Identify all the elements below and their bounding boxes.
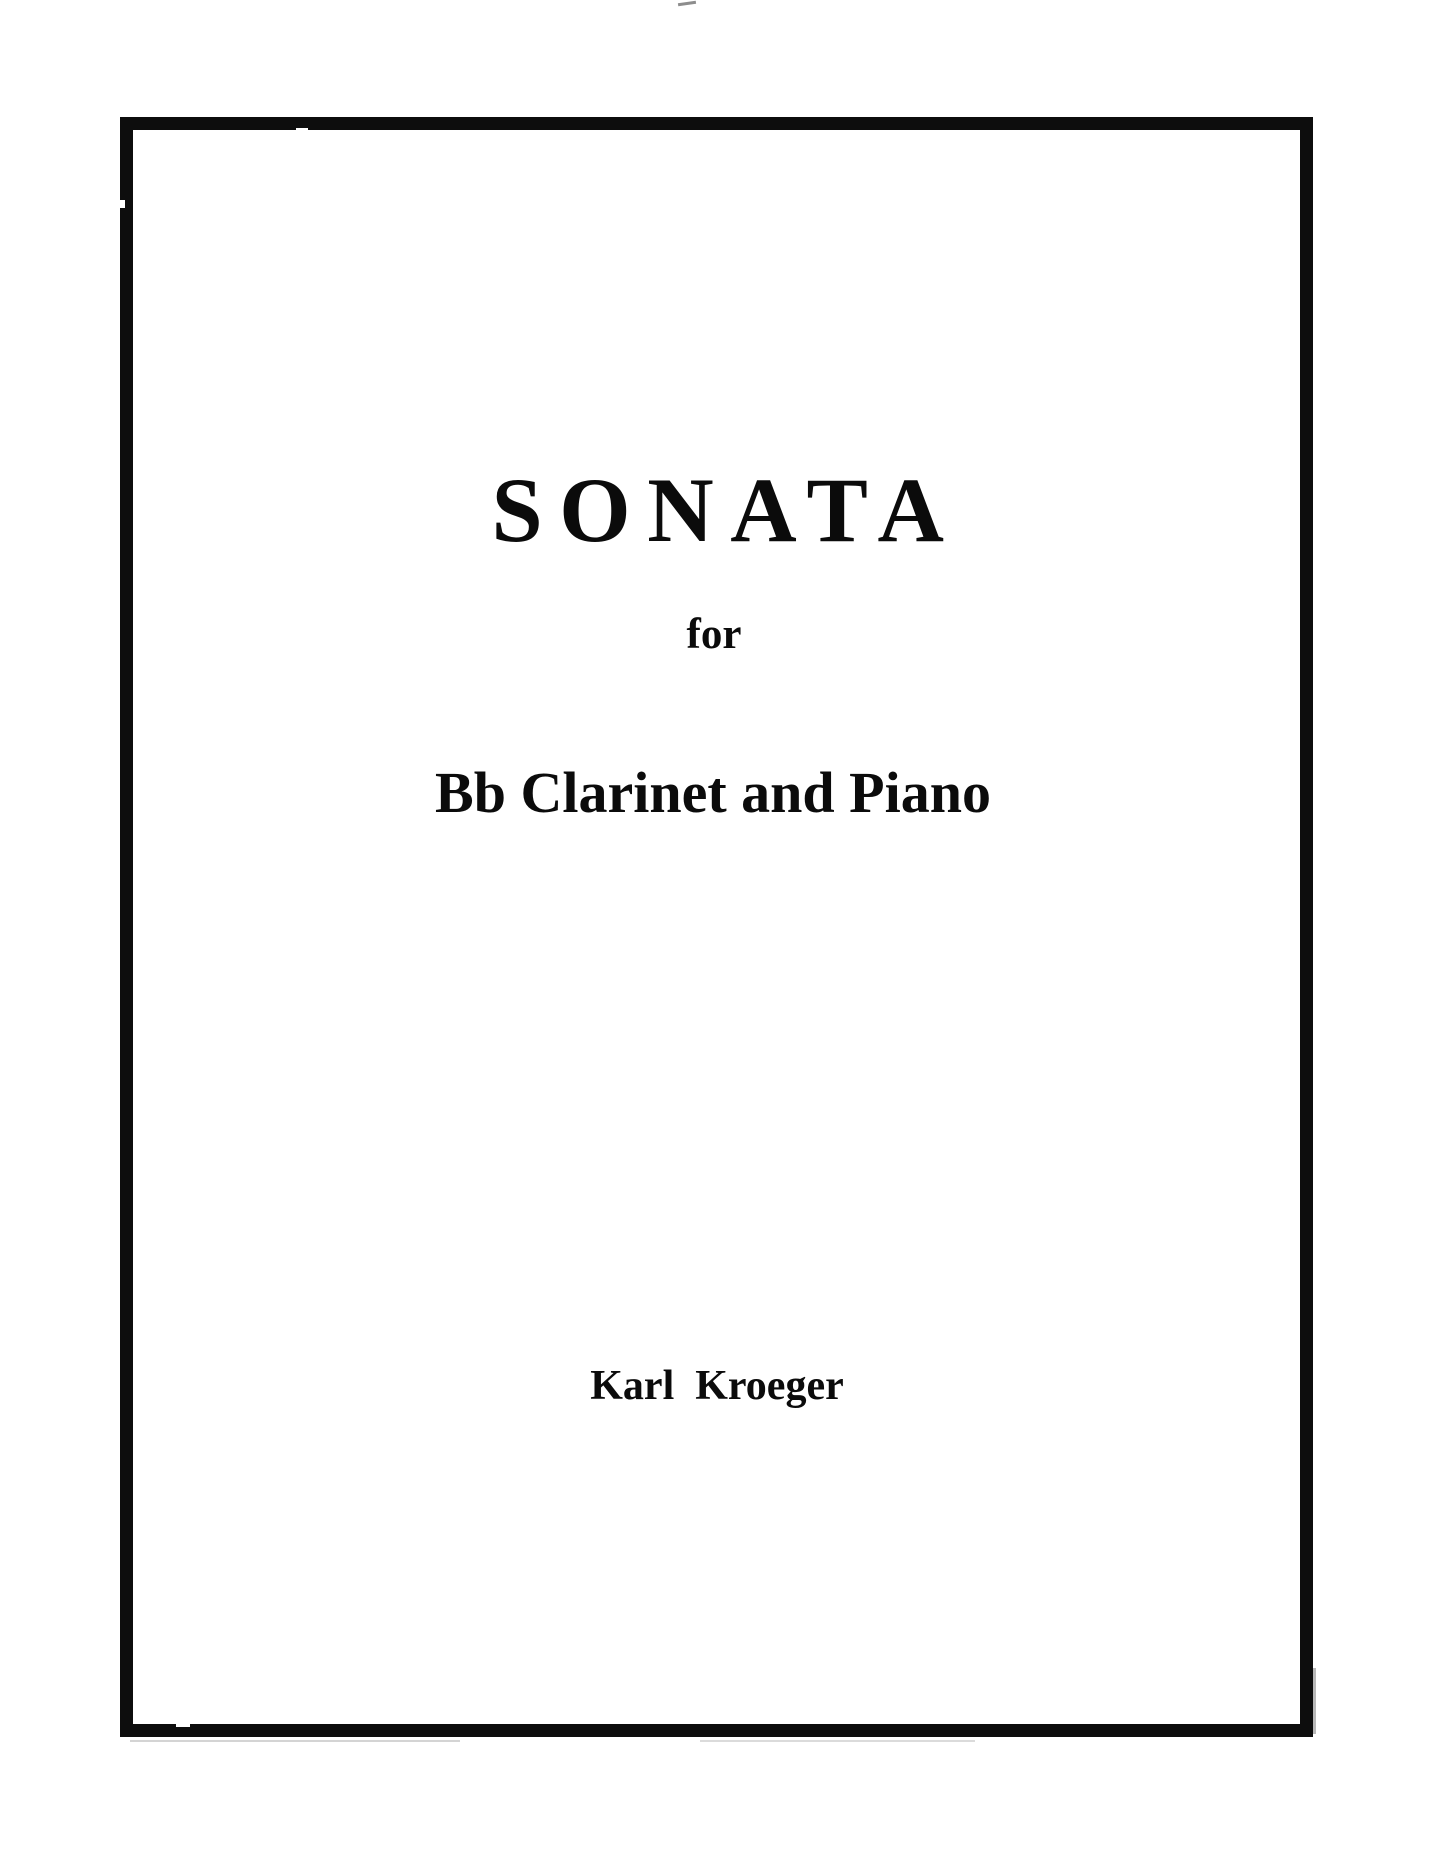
title-preposition: for: [686, 611, 742, 658]
work-title: SONATA: [491, 459, 961, 561]
instrumentation-line: Bb Clarinet and Piano: [435, 760, 991, 825]
scan-artifact-notch-left-border: [120, 200, 125, 208]
scan-artifact-dash: [678, 1, 696, 6]
scan-artifact-notch-bottom-border: [176, 1723, 190, 1727]
scan-artifact-smudge-bottom-left: [130, 1740, 460, 1742]
scan-artifact-notch-top-border: [296, 128, 308, 131]
scan-artifact-smudge-bottom-right: [700, 1740, 975, 1742]
title-border-frame: [120, 117, 1313, 1737]
scan-artifact-smudge-right-border: [1313, 1668, 1316, 1734]
composer-name: Karl Kroeger: [590, 1363, 844, 1409]
